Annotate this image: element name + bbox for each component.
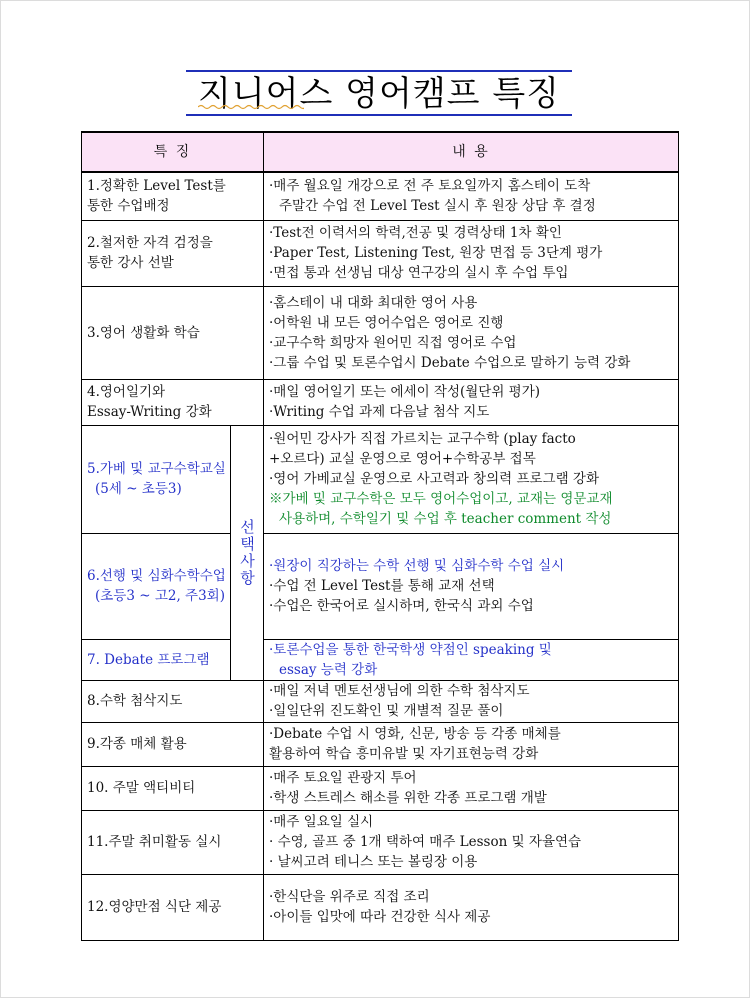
row-label: 7. Debate 프로그램	[82, 639, 231, 680]
table-row	[82, 425, 679, 533]
row-content: ·매일 영어일기 또는 에세이 작성(월단위 평가) ·Writing 수업 과제 다음날 첨삭 지도	[264, 379, 679, 425]
row-content: ·홈스테이 내 대화 최대한 영어 사용 ·어학원 내 모든 영어수업은 영어로 진행 ·교구수학 희망자 원어민 직접 영어로 수업 ·그룹 수업 및 토론수업시 Debate 수업으로 말하기 능력 강화	[264, 286, 679, 379]
row-label: 1.정확한 Level Test를 통한 수업배정	[82, 172, 264, 220]
row-label: 4.영어일기와 Essay-Writing 강화	[82, 379, 264, 425]
row-content: ·Debate 수업 시 영화, 신문, 방송 등 각종 매체를 활용하여 학습 흥미유발 및 자기표현능력 강화	[264, 722, 679, 766]
header-content: 내 용	[264, 132, 679, 172]
row-label: 11.주말 취미활동 실시	[82, 810, 264, 874]
row-label: 2.철저한 자격 검정을 통한 강사 선발	[82, 220, 264, 286]
table-header-row	[82, 132, 679, 172]
row-label: 5.가베 및 교구수학교실 (5세 ~ 초등3)	[82, 425, 231, 533]
table-row	[82, 680, 679, 722]
table-row	[82, 766, 679, 810]
header-feature: 특 징	[82, 132, 264, 172]
row-content: ·매주 일요일 실시 · 수영, 골프 중 1개 택하여 매주 Lesson 및 자율연습 · 날씨고려 테니스 또는 볼링장 이용	[264, 810, 679, 874]
row-label: 3.영어 생활화 학습	[82, 286, 264, 379]
table-row	[82, 874, 679, 940]
row-content: ·원어민 강사가 직접 가르치는 교구수학 (play facto +오르다) 교실 운영으로 영어+수학공부 접목 ·영어 가베교실 운영으로 사고력과 창의력 프로그램 강화 ※가베 및 교구수학은 모두 영어수업이고, 교재는 영문교재 사용하며, 수학일기 및 수업 후 teacher comment 작성	[264, 425, 679, 533]
table-row	[82, 533, 679, 639]
page-title: 지니어스 영어캠프 특징	[197, 74, 561, 114]
title-top-rule	[186, 70, 572, 72]
title-bottom-rule	[186, 114, 572, 116]
table-row	[82, 639, 679, 680]
table-row	[82, 722, 679, 766]
table-row	[82, 379, 679, 425]
row-content: ·Test전 이력서의 학력,전공 및 경력상태 1차 확인 ·Paper Test, Listening Test, 원장 면접 등 3단계 평가 ·면접 통과 선생님 대상 연구강의 실시 후 수업 투입	[264, 220, 679, 286]
row-content: ·한식단을 위주로 직접 조리 ·아이들 입맛에 따라 건강한 식사 제공	[264, 874, 679, 940]
table-row	[82, 286, 679, 379]
row-label: 8.수학 첨삭지도	[82, 680, 264, 722]
table-row	[82, 220, 679, 286]
table-row	[82, 810, 679, 874]
row-content: ·매주 월요일 개강으로 전 주 토요일까지 홈스테이 도착 주말간 수업 전 Level Test 실시 후 원장 상담 후 결정	[264, 172, 679, 220]
row-content: ·매주 토요일 관광지 투어 ·학생 스트레스 해소를 위한 각종 프로그램 개발	[264, 766, 679, 810]
spellcheck-underline	[198, 104, 304, 110]
table-row	[82, 172, 679, 220]
row-content: ·토론수업을 통한 한국학생 약점인 speaking 및 essay 능력 강화	[264, 639, 679, 680]
row-label: 6.선행 및 심화수학수업 (초등3 ~ 고2, 주3회)	[82, 533, 231, 639]
row-content: ·원장이 직강하는 수학 선행 및 심화수학 수업 실시 ·수업 전 Level Test를 통해 교재 선택 ·수업은 한국어로 실시하며, 한국식 과외 수업	[264, 533, 679, 639]
row-label: 12.영양만점 식단 제공	[82, 874, 264, 940]
features-table	[81, 131, 679, 941]
row-content: ·매일 저녁 멘토선생님에 의한 수학 첨삭지도 ·일일단위 진도확인 및 개별적 질문 풀이	[264, 680, 679, 722]
row-label: 10. 주말 액티비티	[82, 766, 264, 810]
selective-items-label: 선택사항	[231, 425, 264, 680]
row-label: 9.각종 매체 활용	[82, 722, 264, 766]
